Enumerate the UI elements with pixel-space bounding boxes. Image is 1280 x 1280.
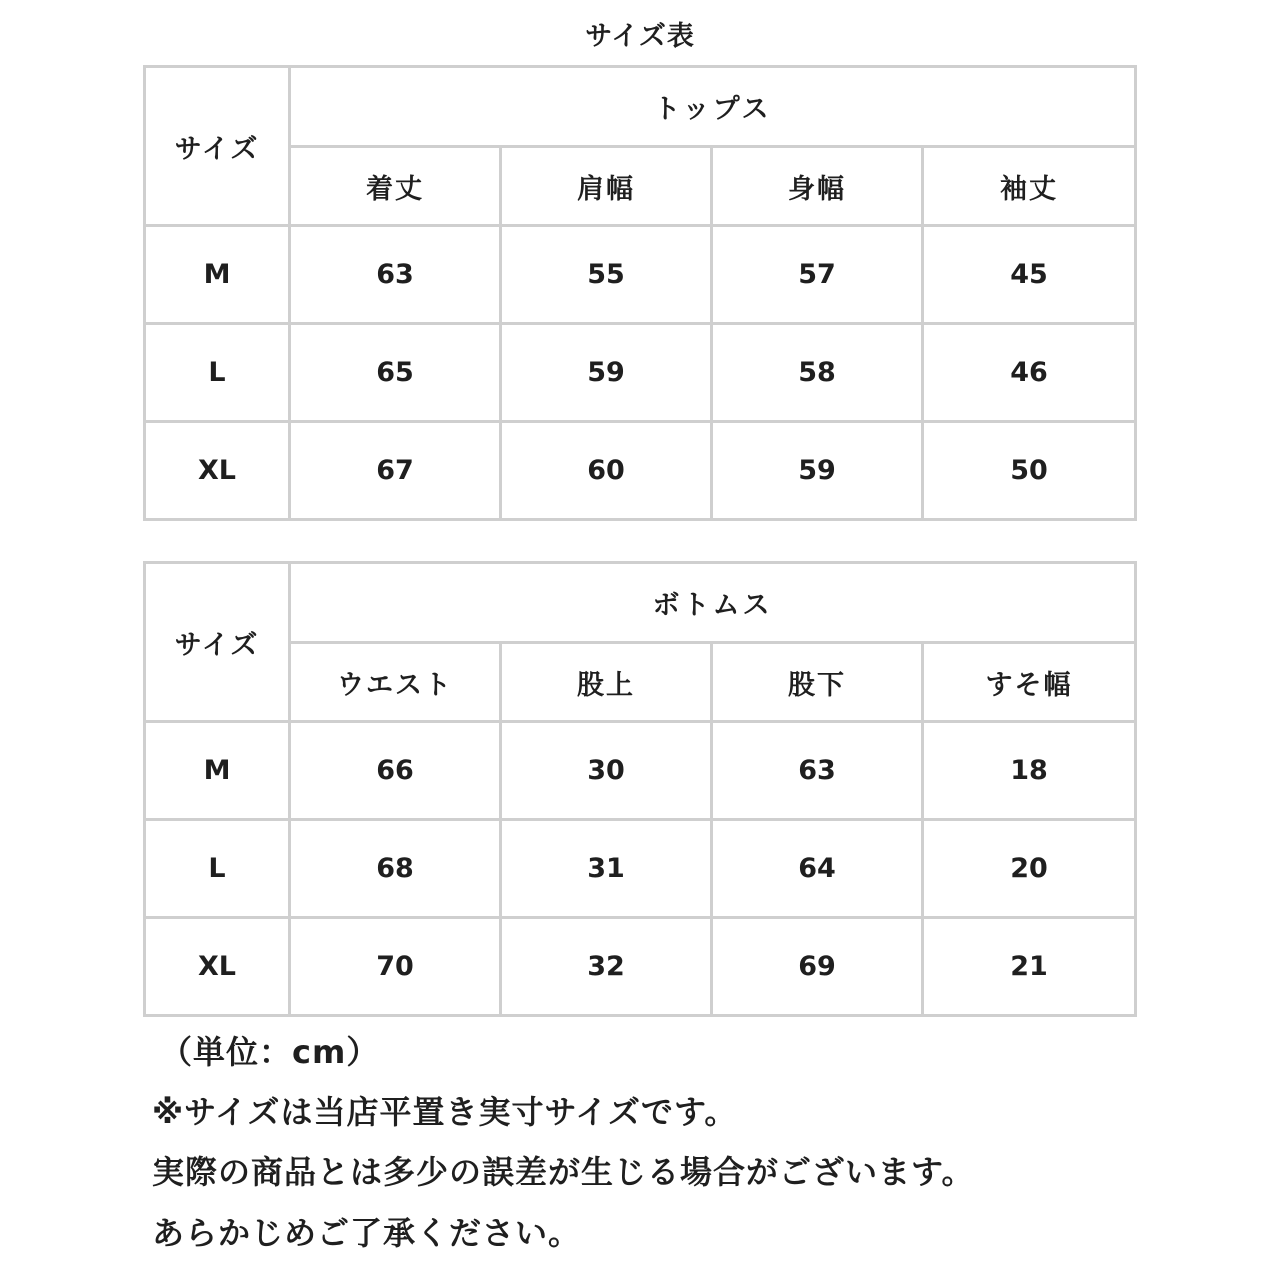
- table-cell: 69: [712, 918, 923, 1016]
- tops-column-header: 身幅: [712, 147, 923, 226]
- tops-group-header: トップス: [290, 67, 1136, 147]
- table-cell: 18: [923, 722, 1136, 820]
- bottoms-size-table: [143, 561, 1137, 1017]
- table-cell: 21: [923, 918, 1136, 1016]
- size-label: XL: [145, 422, 290, 520]
- table-cell: 64: [712, 820, 923, 918]
- tops-header-row: [145, 67, 1136, 147]
- table-cell: 57: [712, 226, 923, 324]
- table-cell: 20: [923, 820, 1136, 918]
- bottoms-group-header: ボトムス: [290, 563, 1136, 643]
- table-cell: 59: [712, 422, 923, 520]
- tops-size-header: サイズ: [145, 67, 290, 226]
- size-label: L: [145, 324, 290, 422]
- note-line: 実際の商品とは多少の誤差が生じる場合がございます。: [152, 1153, 975, 1191]
- table-cell: 55: [501, 226, 712, 324]
- tops-column-header-row: [145, 147, 1136, 226]
- size-label: L: [145, 820, 290, 918]
- table-cell: 31: [501, 820, 712, 918]
- table-cell: 65: [290, 324, 501, 422]
- table-row: [145, 324, 1136, 422]
- size-label: XL: [145, 918, 290, 1016]
- bottoms-column-header: 股上: [501, 643, 712, 722]
- bottoms-size-header: サイズ: [145, 563, 290, 722]
- table-cell: 66: [290, 722, 501, 820]
- bottoms-header-row: [145, 563, 1136, 643]
- table-cell: 68: [290, 820, 501, 918]
- size-label: M: [145, 722, 290, 820]
- tops-column-header: 肩幅: [501, 147, 712, 226]
- bottoms-column-header: 股下: [712, 643, 923, 722]
- table-row: [145, 722, 1136, 820]
- table-cell: 59: [501, 324, 712, 422]
- unit-note: （単位：cm）: [160, 1033, 380, 1071]
- table-cell: 60: [501, 422, 712, 520]
- page-title: サイズ表: [585, 21, 695, 52]
- table-cell: 67: [290, 422, 501, 520]
- tops-column-header: 袖丈: [923, 147, 1136, 226]
- table-row: [145, 422, 1136, 520]
- table-cell: 46: [923, 324, 1136, 422]
- bottoms-column-header: すそ幅: [923, 643, 1136, 722]
- table-row: [145, 820, 1136, 918]
- size-label: M: [145, 226, 290, 324]
- table-cell: 58: [712, 324, 923, 422]
- note-line: あらかじめご了承ください。: [152, 1214, 582, 1252]
- table-cell: 63: [712, 722, 923, 820]
- table-cell: 63: [290, 226, 501, 324]
- table-cell: 50: [923, 422, 1136, 520]
- bottoms-column-header-row: [145, 643, 1136, 722]
- table-cell: 32: [501, 918, 712, 1016]
- table-cell: 30: [501, 722, 712, 820]
- table-cell: 45: [923, 226, 1136, 324]
- tops-column-header: 着丈: [290, 147, 501, 226]
- note-line: ※サイズは当店平置き実寸サイズです。: [152, 1093, 738, 1131]
- table-row: [145, 918, 1136, 1016]
- tops-size-table: [143, 65, 1137, 521]
- table-row: [145, 226, 1136, 324]
- bottoms-column-header: ウエスト: [290, 643, 501, 722]
- table-cell: 70: [290, 918, 501, 1016]
